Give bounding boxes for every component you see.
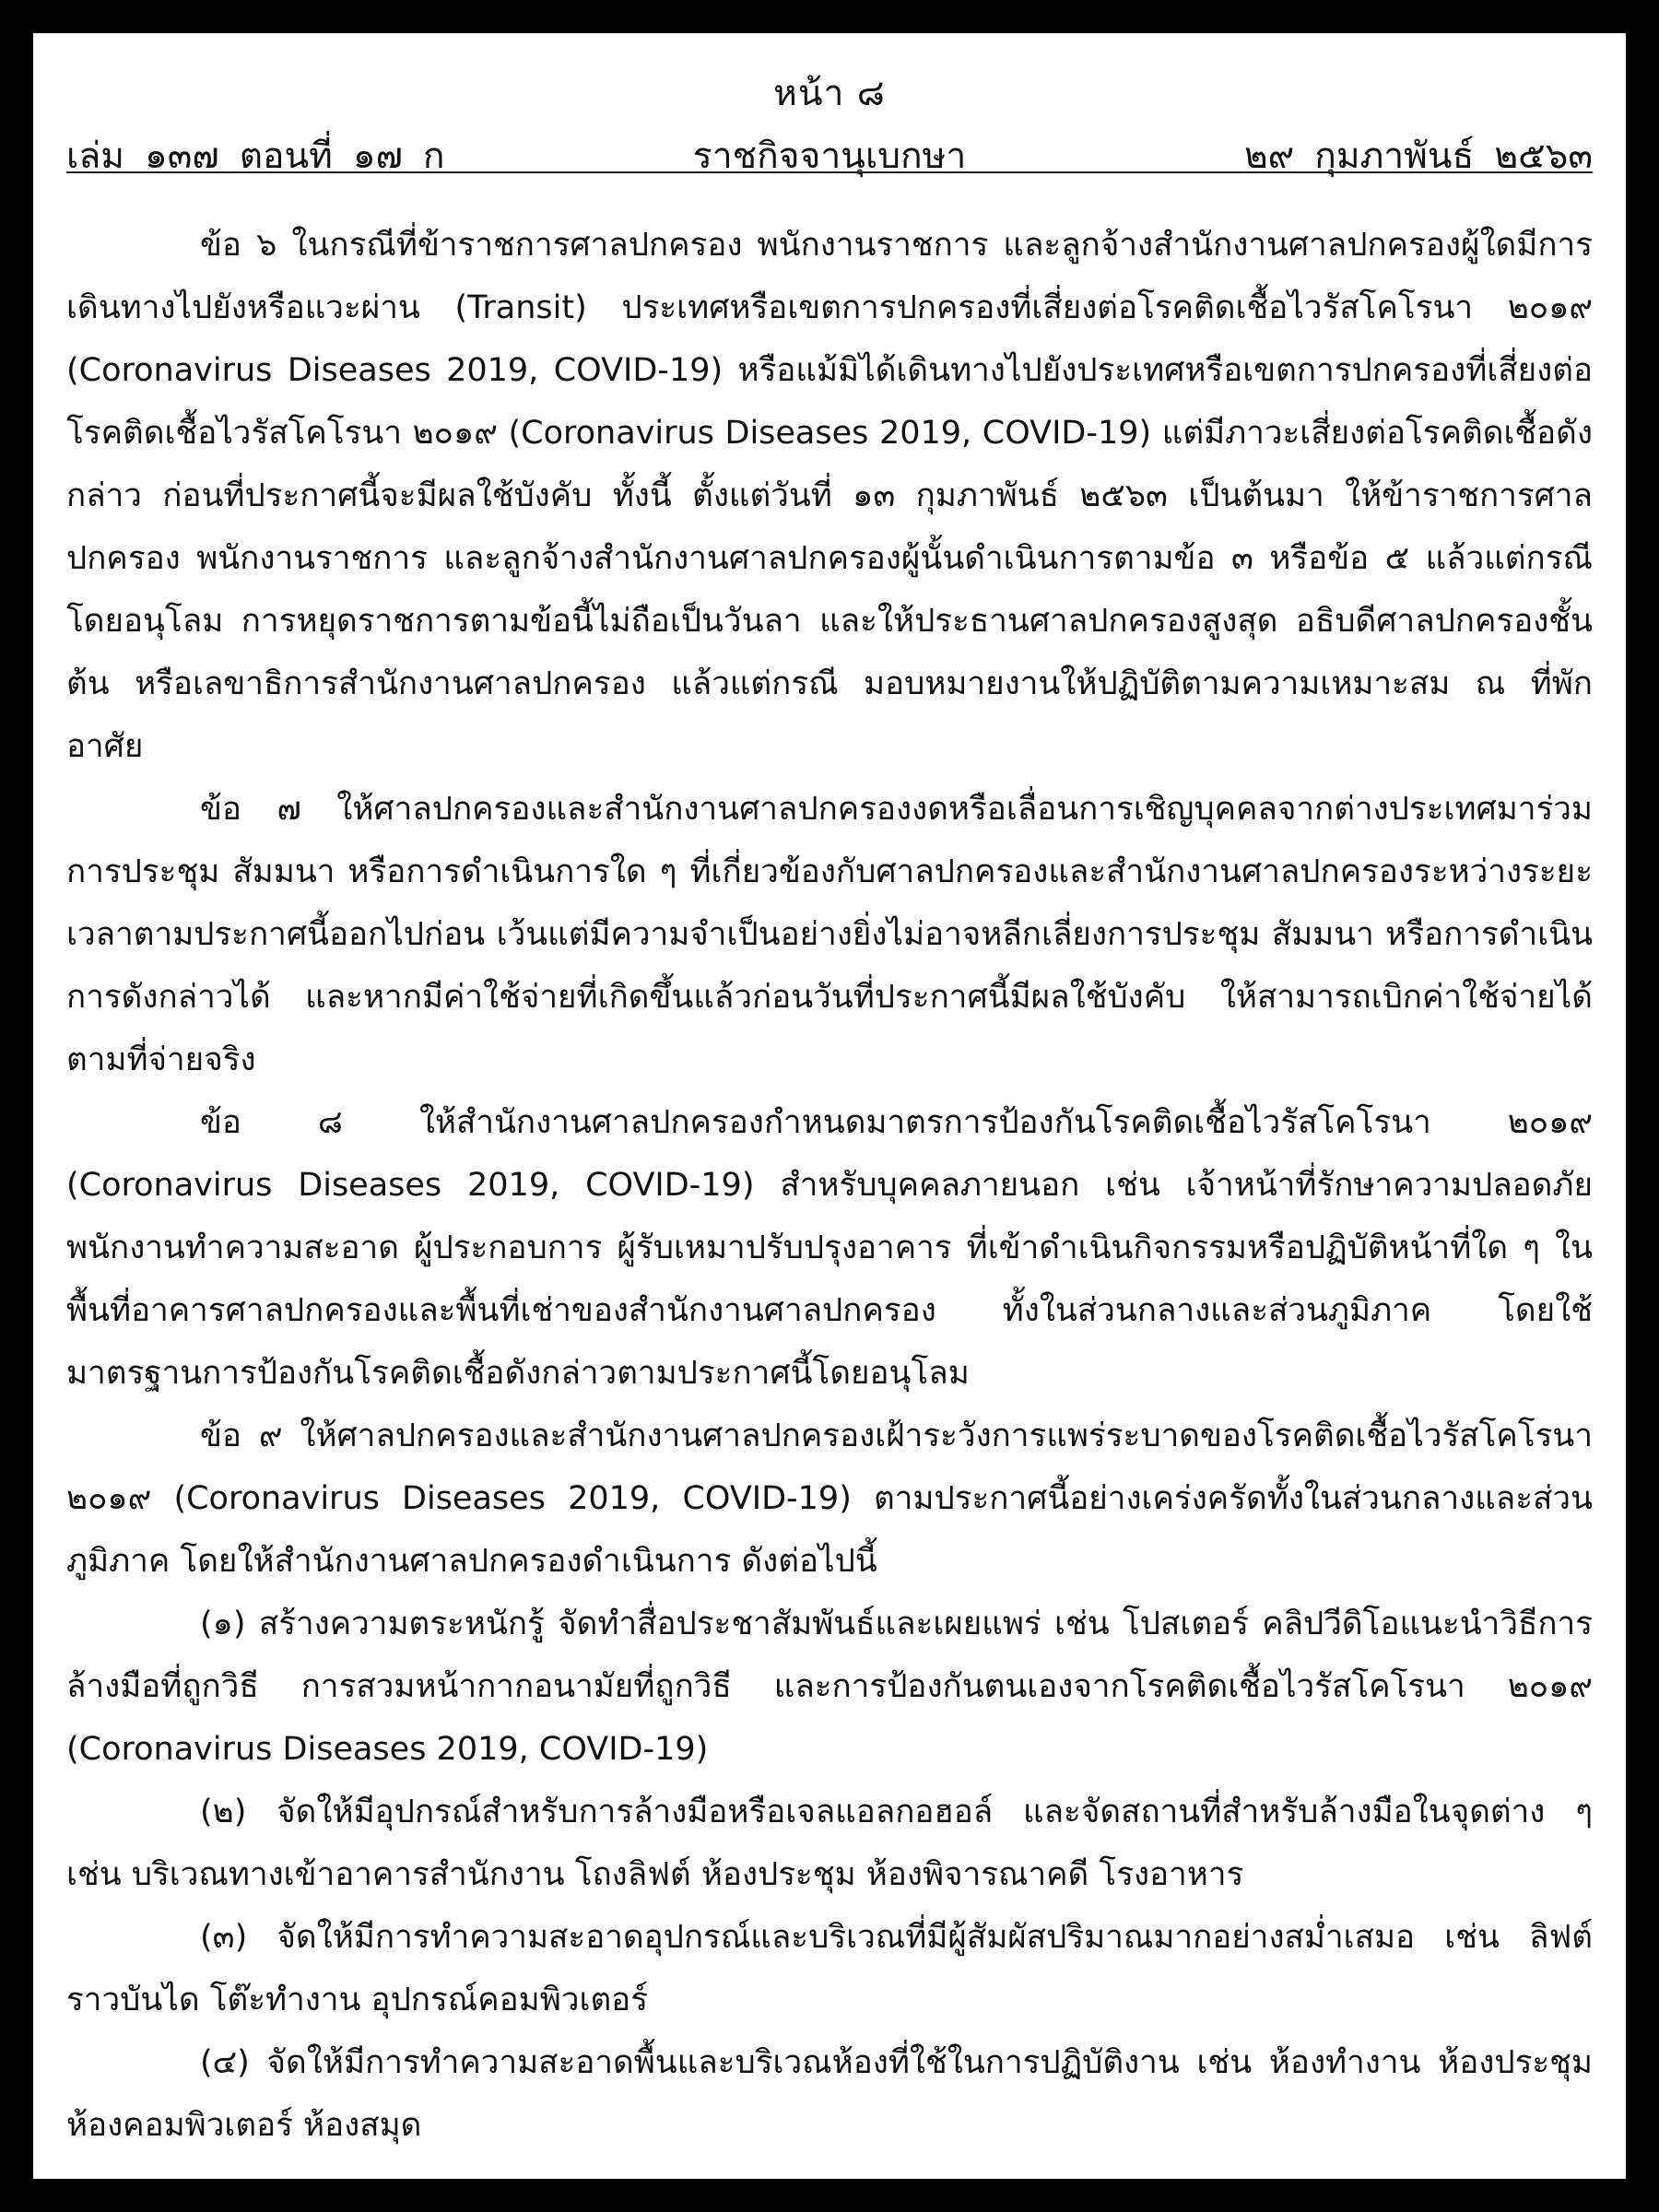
issue-label: ตอนที่	[239, 135, 333, 177]
section-letter: ก	[422, 135, 445, 177]
publication-date	[1224, 127, 1593, 184]
volume-number: ๑๓๗	[144, 135, 219, 177]
page-header	[66, 50, 1593, 188]
header-divider	[66, 171, 1593, 173]
clause-9-item-2: (๒) จัดให้มีอุปกรณ์สำหรับการล้างมือหรือเจลแอลกอฮอล์ และจัดสถานที่สำหรับล้างมือในจุดต่าง ๆ เช่น บริเวณทางเข้าอาคารสำนักงาน โถงลิฟต์ ห้องประชุม ห้องพิจารณาคดี โรงอาหาร	[66, 1794, 1593, 1893]
date-month: กุมภาพันธ์	[1314, 135, 1475, 177]
clause-9-item-1: (๑) สร้างความตระหนักรู้ จัดทำสื่อประชาสัมพันธ์และเผยแพร่ เช่น โปสเตอร์ คลิปวีดิโอแนะนำวิธีการล้างมือที่ถูกวิธี การสวมหน้ากากอนามัยที่ถูกวิธี และการป้องกันตนเองจากโรคติดเชื้อไวรัสโคโรนา ๒๐๑๙ (Coronavirus Diseases 2019, COVID-19)	[66, 1606, 1593, 1768]
clause-6: ข้อ ๖ ในกรณีที่ข้าราชการศาลปกครอง พนักงานราชการ และลูกจ้างสำนักงานศาลปกครองผู้ใดมีการเดินทางไปยังหรือแวะผ่าน (Transit) ประเทศหรือเขตการปกครองที่เสี่ยงต่อโรคติดเชื้อไวรัสโคโรนา ๒๐๑๙ (Coronavirus Diseases 2019, COVID-19) หรือแม้มิได้เดินทางไปยังประเทศหรือเขตการปกครองที่เสี่ยงต่อโรคติดเชื้อไวรัสโคโรนา ๒๐๑๙ (Coronavirus Diseases 2019, COVID-19) แต่มีภาวะเสี่ยงต่อโรคติดเชื้อดังกล่าว ก่อนที่ประกาศนี้จะมีผลใช้บังคับ ทั้งนี้ ตั้งแต่วันที่ ๑๓ กุมภาพันธ์ ๒๕๖๓ เป็นต้นมา ให้ข้าราชการศาลปกครอง พนักงานราชการ และลูกจ้างสำนักงานศาลปกครองผู้นั้นดำเนินการตามข้อ ๓ หรือข้อ ๕ แล้วแต่กรณี โดยอนุโลม การหยุดราชการตามข้อนี้ไม่ถือเป็นวันลา และให้ประธานศาลปกครองสูงสุด อธิบดีศาลปกครองชั้นต้น หรือเลขาธิการสำนักงานศาลปกครอง แล้วแต่กรณี มอบหมายงานให้ปฏิบัติตามความเหมาะสม ณ ที่พักอาศัย	[66, 227, 1593, 765]
gazette-page	[33, 33, 1626, 2179]
clause-8: ข้อ ๘ ให้สำนักงานศาลปกครองกำหนดมาตรการป้องกันโรคติดเชื้อไวรัสโคโรนา ๒๐๑๙ (Coronavirus Diseases 2019, COVID-19) สำหรับบุคคลภายนอก เช่น เจ้าหน้าที่รักษาความปลอดภัย พนักงานทำความสะอาด ผู้ประกอบการ ผู้รับเหมาปรับปรุงอาคาร ที่เข้าดำเนินกิจกรรมหรือปฏิบัติหน้าที่ใด ๆ ในพื้นที่อาคารศาลปกครองและพื้นที่เช่าของสำนักงานศาลปกครอง ทั้งในส่วนกลางและส่วนภูมิภาค โดยใช้มาตรฐานการป้องกันโรคติดเชื้อดังกล่าวตามประกาศนี้โดยอนุโลม	[66, 1104, 1593, 1392]
clause-7: ข้อ ๗ ให้ศาลปกครองและสำนักงานศาลปกครองงดหรือเลื่อนการเชิญบุคคลจากต่างประเทศมาร่วมการประชุม สัมมนา หรือการดำเนินการใด ๆ ที่เกี่ยวข้องกับศาลปกครองและสำนักงานศาลปกครองระหว่างระยะเวลาตามประกาศนี้ออกไปก่อน เว้นแต่มีความจำเป็นอย่างยิ่งไม่อาจหลีกเลี่ยงการประชุม สัมมนา หรือการดำเนินการดังกล่าวได้ และหากมีค่าใช้จ่ายที่เกิดขึ้นแล้วก่อนวันที่ประกาศนี้มีผลใช้บังคับ ให้สามารถเบิกค่าใช้จ่ายได้ตามที่จ่ายจริง	[66, 791, 1593, 1078]
header-row	[66, 127, 1593, 177]
clause-9-item-4: (๔) จัดให้มีการทำความสะอาดพื้นและบริเวณห้องที่ใช้ในการปฏิบัติงาน เช่น ห้องทำงาน ห้องประชุม ห้องคอมพิวเตอร์ ห้องสมุด	[66, 2044, 1593, 2144]
date-day: ๒๙	[1243, 135, 1295, 177]
volume-label: เล่ม	[66, 135, 124, 177]
issue-number: ๑๗	[352, 135, 403, 177]
clause-9-item-3: (๓) จัดให้มีการทำความสะอาดอุปกรณ์และบริเวณที่มีผู้สัมผัสปริมาณมากอย่างสม่ำเสมอ เช่น ลิฟต์ ราวบันได โต๊ะทำงาน อุปกรณ์คอมพิวเตอร์	[66, 1919, 1593, 2018]
clause-9: ข้อ ๙ ให้ศาลปกครองและสำนักงานศาลปกครองเฝ้าระวังการแพร่ระบาดของโรคติดเชื้อไวรัสโคโรนา ๒๐๑๙ (Coronavirus Diseases 2019, COVID-19) ตามประกาศนี้อย่างเคร่งครัดทั้งในส่วนกลางและส่วนภูมิภาค โดยให้สำนักงานศาลปกครองดำเนินการ ดังต่อไปนี้	[66, 1418, 1593, 1580]
date-year: ๒๕๖๓	[1494, 135, 1593, 177]
gazette-title: ราชกิจจานุเบกษา	[692, 135, 967, 177]
page-number: หน้า ๘	[773, 73, 886, 114]
document-body	[66, 214, 1593, 2157]
